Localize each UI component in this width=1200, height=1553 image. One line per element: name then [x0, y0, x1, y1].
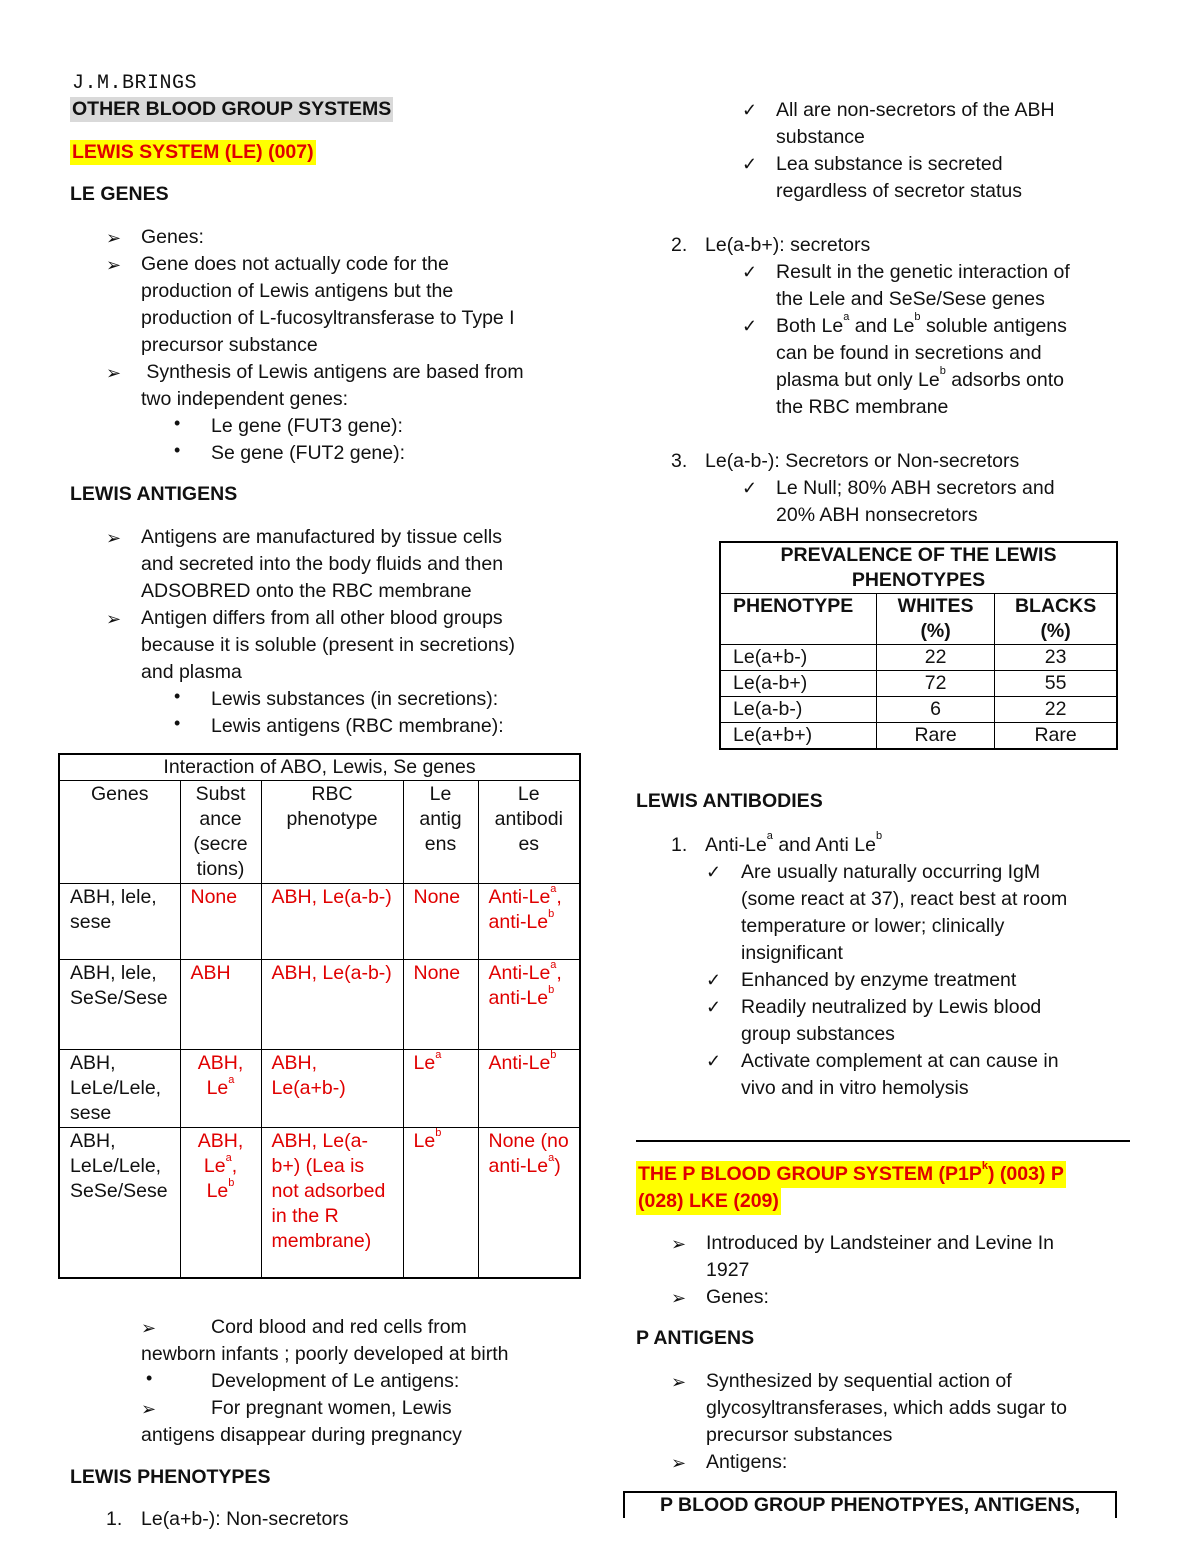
check-icon: ✓ [742, 154, 758, 174]
table-cell: Le(a-b-) [720, 697, 877, 723]
table-row [720, 723, 1117, 750]
table-cell: ABH, LeLe/Lele, SeSe/Sese [59, 1128, 180, 1278]
list-item: and secreted into the body fluids and then [141, 553, 504, 575]
dot-bullet-icon: • [174, 686, 181, 706]
check-icon: ✓ [706, 997, 722, 1017]
table-cell: Le(a-b+) [720, 671, 877, 697]
antibody-item: Anti-Le$^a$ and Anti Le$^b$ [705, 830, 883, 856]
table-cell: Rare [995, 723, 1117, 750]
table-cell: None [403, 884, 478, 960]
p-system-heading: THE P BLOOD GROUP SYSTEM $(P1P^k)$ (003) P [636, 1161, 1066, 1188]
list-item: Synthesis of Lewis antigens are based from [141, 361, 524, 383]
table-row [720, 671, 1117, 697]
arrow-bullet-icon: ➢ [671, 1453, 687, 1473]
table-cell: ABH, Le(a+b-) [261, 1050, 403, 1128]
list-item: Se gene (FUT2 gene): [211, 442, 406, 464]
arrow-bullet-icon: ➢ [671, 1234, 687, 1254]
list-item: precursor substances [706, 1424, 893, 1446]
list-item: glycosyltransferases, which adds sugar to [706, 1397, 1067, 1419]
list-item: the Lele and SeSe/Sese genes [776, 288, 1045, 310]
table-cell: Le(a+b+) [720, 723, 877, 750]
table-cell: Le(a+b-) [720, 645, 877, 671]
list-item: because it is soluble (present in secretions) [141, 634, 515, 656]
arrow-bullet-icon: ➢ [671, 1288, 687, 1308]
list-item: Result in the genetic interaction of [776, 261, 1070, 283]
lewis-system-heading: LEWIS SYSTEM (LE) (007) [72, 141, 314, 163]
list-item: Lea substance is secreted [776, 153, 1003, 175]
list-item: Both Le$^a$ and Le$^b$ soluble antigens [776, 311, 1067, 337]
prevalence-table [719, 541, 1118, 750]
list-item: Gene does not actually code for the [141, 253, 449, 275]
lewis-phenotypes-heading: LEWIS PHENOTYPES [70, 1466, 271, 1488]
list-item: insignificant [741, 942, 843, 964]
interaction-table [58, 753, 581, 1279]
list-item: 1927 [706, 1259, 750, 1281]
list-item: regardless of secretor status [776, 180, 1023, 202]
list-item: Le Null; 80% ABH secretors and [776, 477, 1055, 499]
phenotype-item: Le(a-b-): Secretors or Non-secretors [705, 450, 1020, 472]
table-title: Interaction of ABO, Lewis, Se genes [59, 754, 580, 781]
arrow-bullet-icon: ➢ [106, 528, 122, 548]
table-cell: Le$^a$ [403, 1050, 478, 1128]
table-header-row [720, 594, 1117, 645]
list-item: Antigens are manufactured by tissue cells [141, 526, 502, 548]
list-item: group substances [741, 1023, 895, 1045]
author-name: J.M.BRINGS [72, 72, 198, 95]
arrow-bullet-icon: ➢ [671, 1372, 687, 1392]
phenotype-item: Le(a+b-): Non-secretors [141, 1508, 349, 1530]
table-cell: ABH, Le(a-b-) [261, 884, 403, 960]
check-icon: ✓ [706, 862, 722, 882]
arrow-bullet-icon: ➢ [141, 1399, 157, 1419]
p-system-heading-line2: (028) LKE (209) [636, 1188, 781, 1215]
list-item: For pregnant women, Lewis [211, 1397, 452, 1419]
list-item: temperature or lower; clinically [741, 915, 1005, 937]
list-item: Enhanced by enzyme treatment [741, 969, 1017, 991]
list-item: Antigens: [706, 1451, 788, 1473]
dot-bullet-icon: • [174, 713, 181, 733]
p-antigens-heading: P ANTIGENS [636, 1327, 755, 1349]
dot-bullet-icon: • [174, 413, 181, 433]
list-item: plasma but only Le$^b$ adsorbs onto [776, 365, 1064, 391]
column-header: PHENOTYPE [720, 594, 877, 645]
list-item: can be found in secretions and [776, 342, 1042, 364]
list-item: two independent genes: [141, 388, 349, 410]
table-cell: 23 [995, 645, 1117, 671]
table-row [59, 1050, 580, 1128]
column-header: BLACKS (%) [995, 594, 1117, 645]
list-item: Antigen differs from all other blood groups [141, 607, 503, 629]
table-cell: 72 [877, 671, 995, 697]
table-title: PREVALENCE OF THE LEWIS PHENOTYPES [720, 542, 1117, 594]
list-item: and plasma [141, 661, 242, 683]
list-item: precursor substance [141, 334, 318, 356]
list-item: Genes: [141, 226, 204, 248]
arrow-bullet-icon: ➢ [106, 609, 122, 629]
list-item: Are usually naturally occurring IgM [741, 861, 1041, 883]
list-item: antigens disappear during pregnancy [141, 1424, 462, 1446]
check-icon: ✓ [742, 262, 758, 282]
check-icon: ✓ [742, 316, 758, 336]
table-cell: ABH, lele, sese [59, 884, 180, 960]
lewis-antibodies-heading: LEWIS ANTIBODIES [636, 790, 823, 812]
table-cell: ABH, LeLe/Lele, sese [59, 1050, 180, 1128]
table-row [59, 960, 580, 1050]
list-item: Lewis substances (in secretions): [211, 688, 499, 710]
list-item: Lewis antigens (RBC membrane): [211, 715, 504, 737]
list-item: the RBC membrane [776, 396, 949, 418]
p-phenotypes-table-title: P BLOOD GROUP PHENOTPYES, ANTIGENS, [623, 1491, 1117, 1518]
check-icon: ✓ [742, 478, 758, 498]
list-item: Genes: [706, 1286, 769, 1308]
list-item: Synthesized by sequential action of [706, 1370, 1012, 1392]
table-cell: ABH, Le(a-b-) [261, 960, 403, 1050]
table-cell: ABH, lele, SeSe/Sese [59, 960, 180, 1050]
table-cell: None [180, 884, 261, 960]
list-item: ADSOBRED onto the RBC membrane [141, 580, 472, 602]
list-item: Cord blood and red cells from [211, 1316, 467, 1338]
table-row [59, 1128, 580, 1278]
table-cell: 22 [877, 645, 995, 671]
column-header: Subst ance (secre tions) [180, 781, 261, 884]
list-number: 3. [671, 450, 688, 472]
le-genes-heading: LE GENES [70, 183, 169, 205]
list-item: substance [776, 126, 865, 148]
list-item: production of Lewis antigens but the [141, 280, 454, 302]
list-number: 2. [671, 234, 688, 256]
section-divider [636, 1140, 1130, 1142]
column-header: Le antibodi es [478, 781, 580, 884]
dot-bullet-icon: • [174, 440, 181, 460]
arrow-bullet-icon: ➢ [106, 255, 122, 275]
arrow-bullet-icon: ➢ [106, 363, 122, 383]
list-item: Introduced by Landsteiner and Levine In [706, 1232, 1055, 1254]
check-icon: ✓ [706, 1051, 722, 1071]
table-cell: ABH, Le$^a$ [180, 1050, 261, 1128]
table-row [59, 884, 580, 960]
check-icon: ✓ [706, 970, 722, 990]
list-item: Le gene (FUT3 gene): [211, 415, 403, 437]
lewis-antigens-heading: LEWIS ANTIGENS [70, 483, 238, 505]
table-header-row [59, 781, 580, 884]
list-number: 1. [106, 1508, 123, 1530]
check-icon: ✓ [742, 100, 758, 120]
list-item: All are non-secretors of the ABH [776, 99, 1055, 121]
list-item: newborn infants ; poorly developed at birth [141, 1343, 509, 1365]
list-item: production of L-fucosyltransferase to Type I [141, 307, 515, 329]
column-header: Genes [59, 781, 180, 884]
table-row [720, 645, 1117, 671]
list-item: 20% ABH nonsecretors [776, 504, 978, 526]
table-cell: None (no anti-Le$^a$) [478, 1128, 580, 1278]
list-item: (some react at 37), react best at room [741, 888, 1068, 910]
table-cell: None [403, 960, 478, 1050]
table-cell: Anti-Le$^b$ [478, 1050, 580, 1128]
table-cell: Rare [877, 723, 995, 750]
table-cell: 6 [877, 697, 995, 723]
list-item: Readily neutralized by Lewis blood [741, 996, 1042, 1018]
page-title: OTHER BLOOD GROUP SYSTEMS [72, 98, 392, 120]
column-header: WHITES (%) [877, 594, 995, 645]
table-cell: Anti-Le$^a$, anti-Le$^b$ [478, 884, 580, 960]
list-item: Development of Le antigens: [211, 1370, 460, 1392]
column-header: RBC phenotype [261, 781, 403, 884]
arrow-bullet-icon: ➢ [141, 1318, 157, 1338]
table-cell: ABH, Le$^a$, Le$^b$ [180, 1128, 261, 1278]
table-cell: Anti-Le$^a$, anti-Le$^b$ [478, 960, 580, 1050]
phenotype-item: Le(a-b+): secretors [705, 234, 871, 256]
table-cell: ABH [180, 960, 261, 1050]
table-row [720, 697, 1117, 723]
table-cell: Le$^b$ [403, 1128, 478, 1278]
table-cell: 22 [995, 697, 1117, 723]
column-header: Le antig ens [403, 781, 478, 884]
list-item: vivo and in vitro hemolysis [741, 1077, 969, 1099]
table-cell: 55 [995, 671, 1117, 697]
dot-bullet-icon: • [146, 1368, 153, 1388]
list-number: 1. [671, 834, 688, 856]
arrow-bullet-icon: ➢ [106, 228, 122, 248]
list-item: Activate complement at can cause in [741, 1050, 1059, 1072]
table-cell: ABH, Le(a-b+) (Lea is not adsorbed in the R membrane) [261, 1128, 403, 1278]
